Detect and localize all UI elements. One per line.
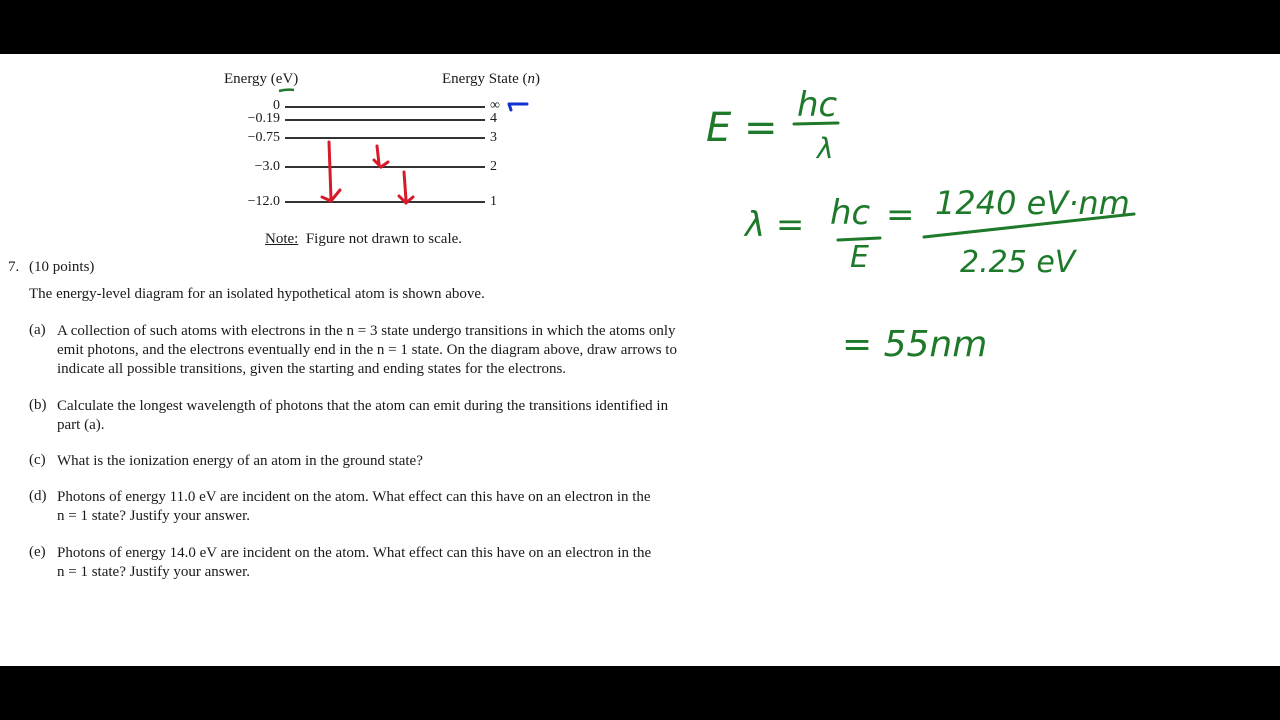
part-d-label: (d) [29, 488, 47, 504]
eq3-result: = 55nm [842, 324, 988, 365]
part-a-line1: A collection of such atoms with electrons in the n = 3 state undergo transitions in which the atoms only [57, 323, 676, 339]
part-d-line1: Photons of energy 11.0 eV are incident on the atom. What effect can this have on an electron in the [57, 489, 651, 505]
eq2-denominator-value: 2.25 eV [960, 245, 1076, 280]
eq2-denominator: E [850, 240, 869, 275]
transition-arrows [322, 142, 413, 203]
part-b-label: (b) [29, 397, 47, 413]
eq2-numerator: hc [830, 193, 871, 233]
energy-axis-header: Energy (eV) [224, 71, 299, 87]
eq2-numerator-value: 1240 eV·nm [935, 184, 1130, 222]
level-energy-inf: 0 [273, 98, 280, 113]
part-c-line1: What is the ionization energy of an atom in the ground state? [57, 453, 423, 469]
arrow-3-to-2 [374, 146, 388, 167]
level-energy-4: −0.19 [247, 111, 280, 126]
eq1-denominator: λ [817, 132, 834, 165]
level-state-2: 2 [490, 159, 497, 174]
infinity-pointer-arrow [509, 104, 527, 110]
level-energy-3: −0.75 [247, 130, 280, 145]
diagram-note: Note: Figure not drawn to scale. [265, 231, 463, 247]
level-state-4: 4 [490, 111, 497, 126]
part-a-line2: emit photons, and the electrons eventually end in the n = 1 state. On the diagram above, draw arrows to [57, 342, 677, 358]
part-e-line2: n = 1 state? Justify your answer. [57, 564, 251, 580]
eq2-lhs: λ = [745, 205, 805, 245]
part-b-line2: part (a). [57, 417, 105, 433]
eq1-numerator: hc [797, 85, 838, 125]
level-energy-1: −12.0 [247, 194, 280, 209]
part-b-line1: Calculate the longest wavelength of photons that the atom can emit during the transitions identified in [57, 398, 669, 414]
question-number: 7. [8, 259, 20, 275]
worksheet-page [0, 54, 1280, 666]
ev-underline-mark [279, 90, 294, 91]
question-intro: The energy-level diagram for an isolated hypothetical atom is shown above. [29, 286, 485, 302]
level-state-3: 3 [490, 130, 497, 145]
handwritten-annotations [0, 54, 1280, 666]
eq1-lhs: E = [706, 105, 778, 151]
part-a-line3: indicate all possible transitions, given the starting and ending states for the electrons. [57, 361, 567, 377]
state-axis-header: Energy State (n) [442, 71, 541, 87]
part-a-label: (a) [29, 322, 46, 338]
arrow-2-to-1 [399, 172, 413, 203]
level-energy-2: −3.0 [254, 159, 280, 174]
eq2-equals: = [886, 195, 915, 235]
part-d-line2: n = 1 state? Justify your answer. [57, 508, 251, 524]
part-e-line1: Photons of energy 14.0 eV are incident on the atom. What effect can this have on an electron in the [57, 545, 652, 561]
arrow-3-to-1 [322, 142, 340, 201]
level-state-inf: ∞ [490, 98, 500, 113]
question-points: (10 points) [29, 259, 95, 275]
part-e-label: (e) [29, 544, 46, 560]
part-c-label: (c) [29, 452, 46, 468]
level-state-1: 1 [490, 194, 497, 209]
